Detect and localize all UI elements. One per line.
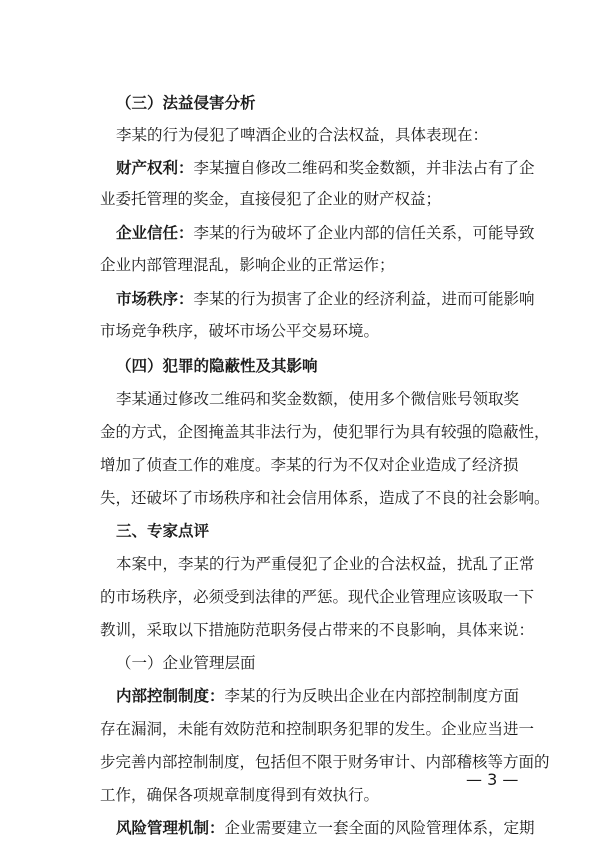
paragraph-line: 存在漏洞，未能有效防范和控制职务犯罪的发生。企业应当进一	[100, 720, 535, 738]
paragraph-line: 教训，采取以下措施防范职务侵占带来的不良影响，具体来说：	[100, 621, 535, 639]
paragraph-line: 李某的行为侵犯了啤酒企业的合法权益，具体表现在：	[116, 126, 489, 144]
paragraph-line: 本案中，李某的行为严重侵犯了企业的合法权益，扰乱了正常	[116, 555, 535, 573]
paragraph-text: 李某的行为反映出企业在内部控制制度方面	[224, 687, 520, 705]
paragraph-line: 增加了侦查工作的难度。李某的行为不仅对企业造成了经济损	[100, 456, 519, 474]
paragraph-line	[116, 222, 535, 244]
paragraph-line: 金的方式，企图掩盖其非法行为，使犯罪行为具有较强的隐蔽性，	[100, 423, 550, 441]
section-heading-3: （三）法益侵害分析	[116, 93, 256, 112]
paragraph-text: 李某的行为损害了企业的经济利益，进而可能影响	[193, 290, 535, 308]
section-heading-4: （四）犯罪的隐蔽性及其影响	[116, 356, 318, 375]
item-label-internal-control: 内部控制制度：	[116, 686, 225, 705]
paragraph-line: 的市场秩序，必须受到法律的严惩。现代企业管理应该吸取一下	[100, 588, 535, 606]
subsection-heading-1: （一）企业管理层面	[116, 654, 256, 672]
paragraph-text: 李某的行为破坏了企业内部的信任关系，可能导致	[193, 224, 535, 242]
paragraph-line	[116, 288, 535, 310]
item-label-market: 市场秩序：	[116, 289, 194, 308]
paragraph-text: 企业需要建立一套全面的风险管理体系，定期	[224, 819, 535, 837]
page-number: — 3 —	[466, 770, 519, 789]
paragraph-line: 市场竞争秩序，破坏市场公平交易环境。	[100, 322, 380, 340]
item-label-trust: 企业信任：	[116, 223, 194, 242]
paragraph-line: 企业内部管理混乱，影响企业的正常运作；	[100, 256, 395, 274]
item-label-risk-management: 风险管理机制：	[116, 818, 225, 837]
paragraph-line: 李某通过修改二维码和奖金数额，使用多个微信账号领取奖	[116, 390, 520, 408]
paragraph-line: 失，还破坏了市场秩序和社会信用体系，造成了不良的社会影响。	[100, 489, 550, 507]
paragraph-line	[116, 817, 535, 839]
paragraph-line: 步完善内部控制制度，包括但不限于财务审计、内部稽核等方面的	[100, 753, 550, 771]
part-heading-3: 三、专家点评	[116, 521, 210, 540]
paragraph-line	[116, 685, 520, 707]
paragraph-text: 李某擅自修改二维码和奖金数额，并非法占有了企	[193, 159, 535, 177]
item-label-property: 财产权利：	[116, 158, 194, 177]
paragraph-line	[116, 157, 535, 179]
paragraph-line: 业委托管理的奖金，直接侵犯了企业的财产权益；	[100, 190, 442, 208]
paragraph-line: 工作，确保各项规章制度得到有效执行。	[100, 786, 380, 804]
